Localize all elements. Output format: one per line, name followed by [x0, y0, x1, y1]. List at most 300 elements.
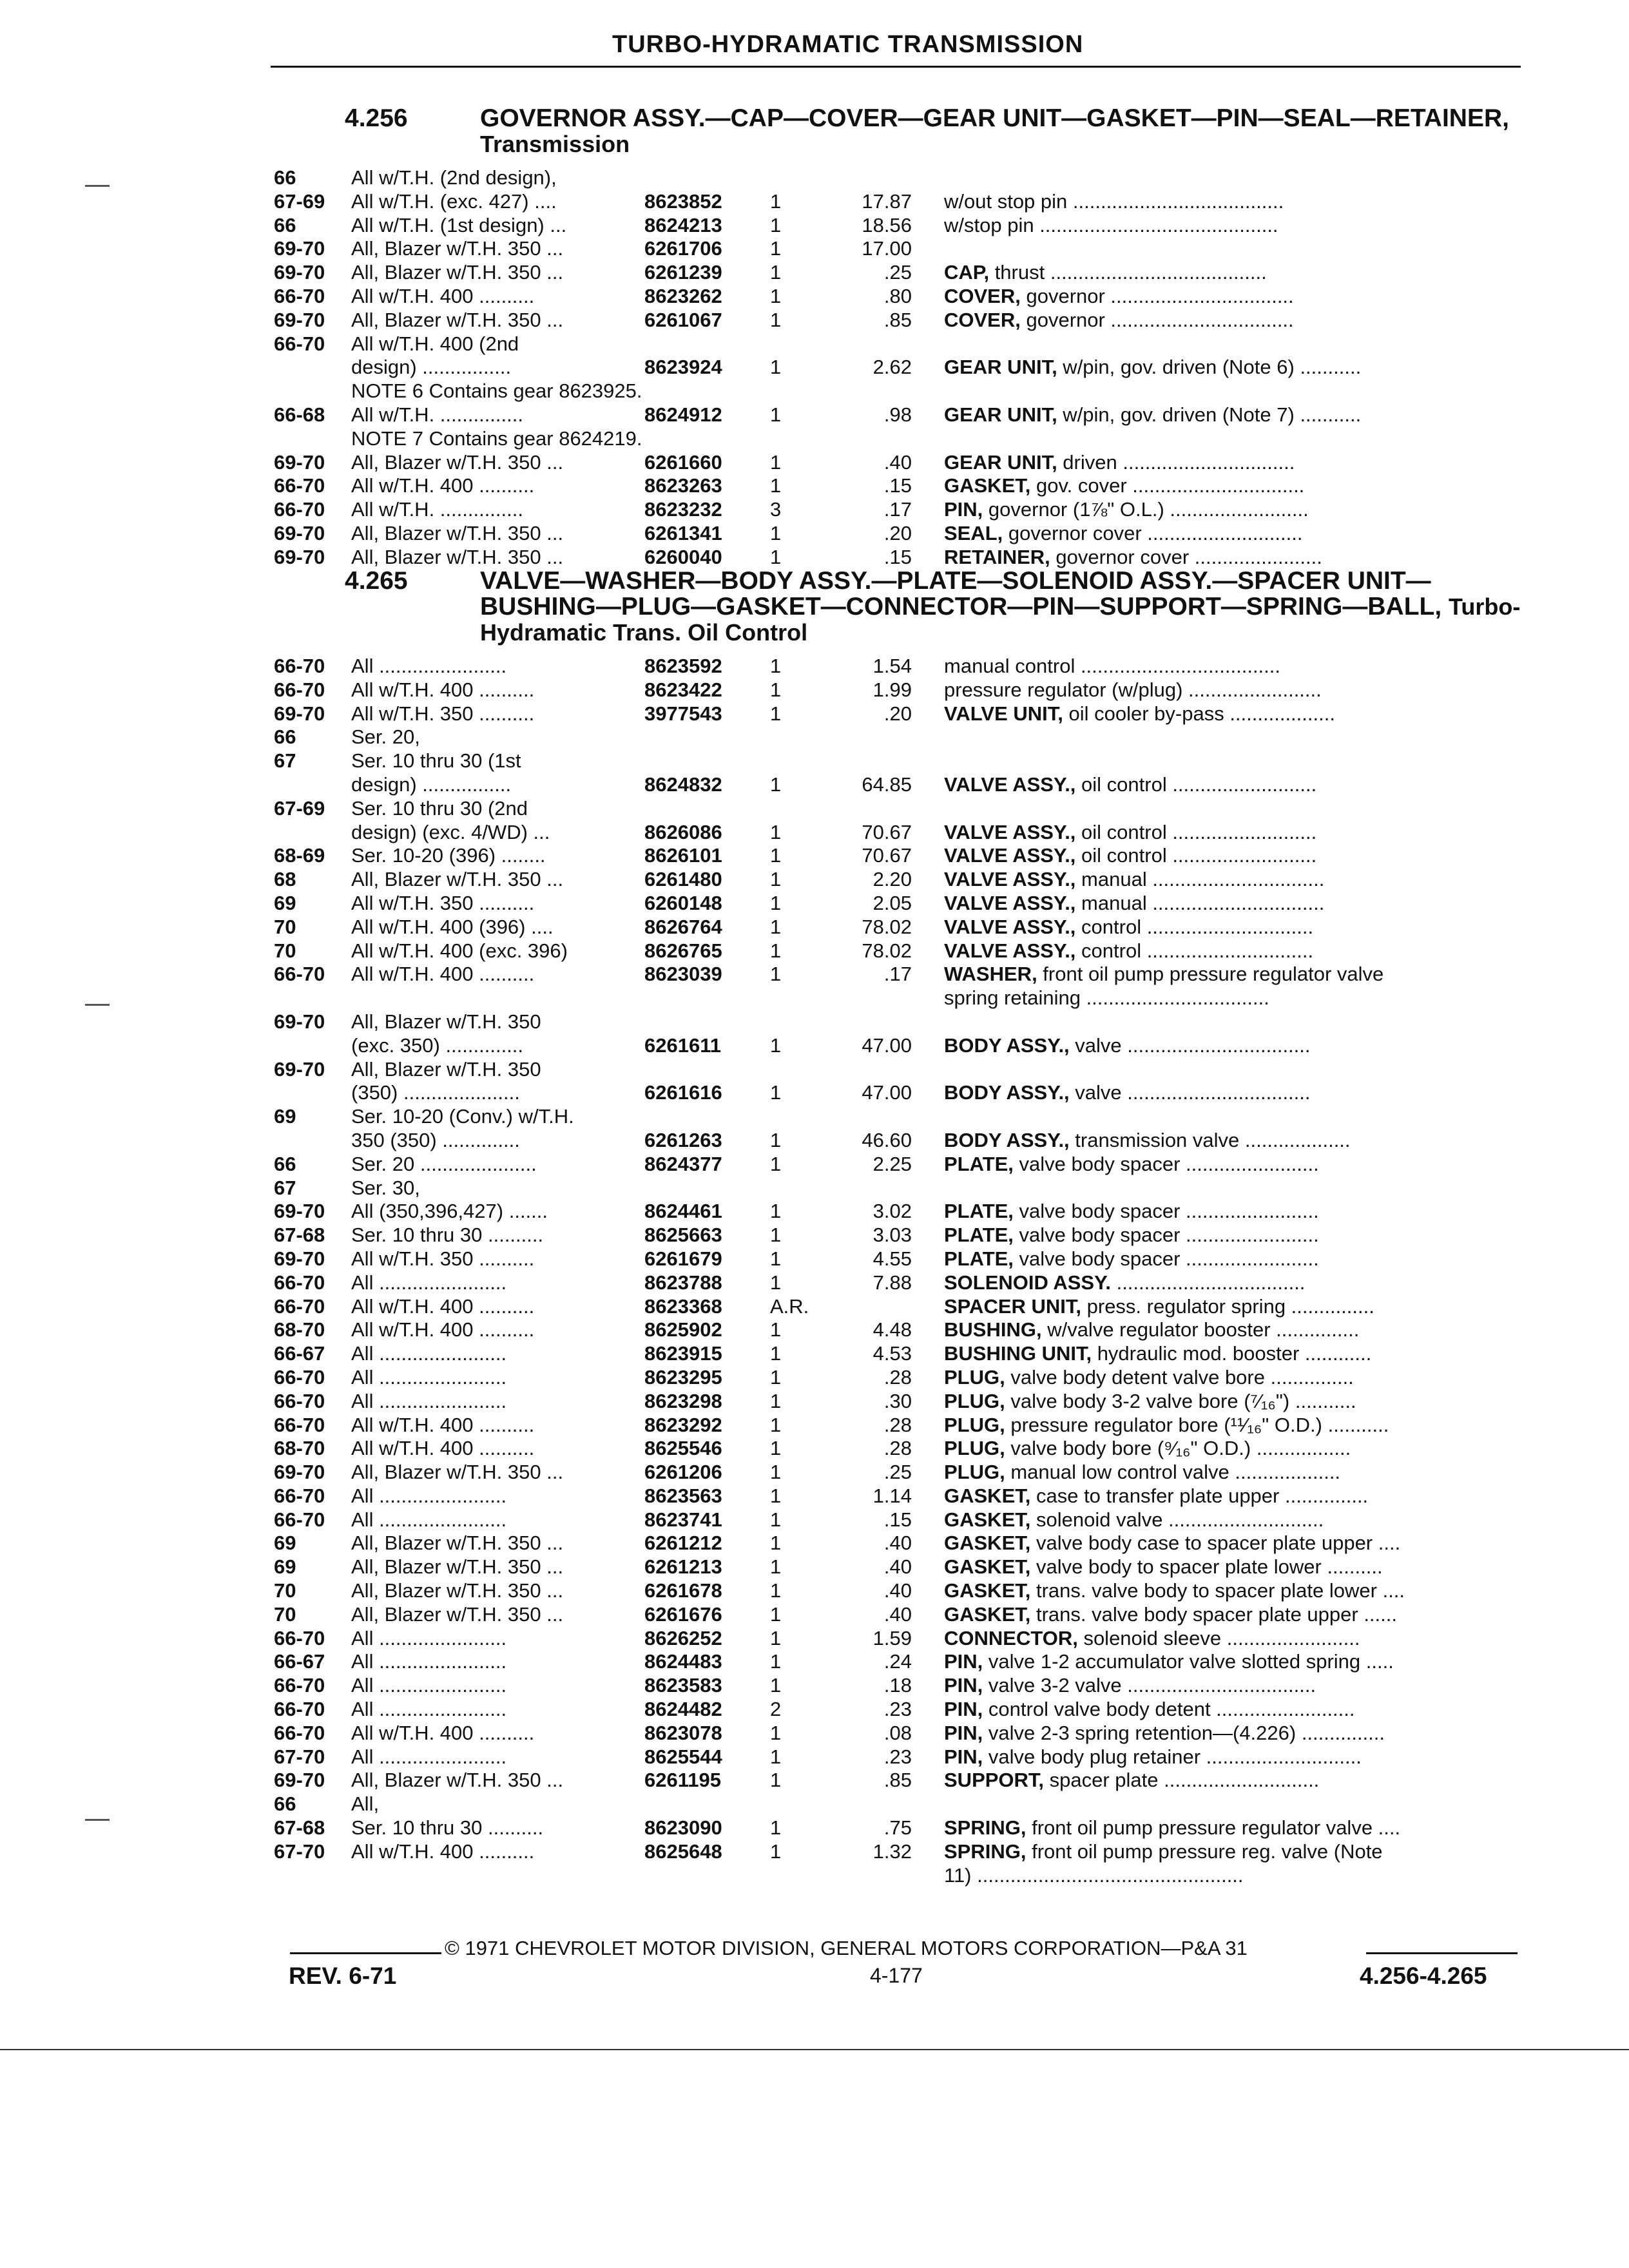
section-title: [480, 106, 1524, 157]
table-row: [274, 1603, 1518, 1627]
part-name: GASKET,: [944, 474, 1031, 497]
table-row: [274, 1816, 1518, 1840]
application-cell: All w/T.H. 350 ..........: [351, 702, 535, 725]
table-row: [274, 773, 1518, 797]
price-cell: 70.67: [862, 844, 912, 867]
quantity-cell: 1: [770, 1816, 782, 1840]
application-cell: All w/T.H. ...............: [351, 498, 523, 521]
table-row: [274, 726, 1518, 749]
price-cell: .28: [883, 1365, 912, 1389]
table-row: [274, 1864, 1518, 1888]
price-cell: 78.02: [862, 939, 912, 962]
quantity-cell: 1: [770, 1318, 782, 1341]
part-number-cell: 8624912: [644, 403, 722, 426]
part-description: control valve body detent .........................: [983, 1698, 1355, 1721]
part-description: pressure regulator bore (¹¹⁄₁₆" O.D.) ...........: [1005, 1413, 1389, 1436]
parts-table-4-265: [274, 655, 1518, 1887]
year-cell: 69: [274, 1532, 296, 1555]
quantity-cell: 1: [770, 213, 782, 236]
part-description: trans. valve body spacer plate upper ......: [1030, 1602, 1398, 1626]
quantity-cell: 1: [770, 1769, 782, 1792]
part-description: ..................................: [1110, 1271, 1306, 1294]
year-cell: 66-68: [274, 403, 325, 426]
year-cell: 69-70: [274, 702, 325, 725]
description-cell: [944, 1722, 1518, 1745]
part-description: valve .................................: [1069, 1081, 1311, 1104]
table-row: [274, 844, 1518, 868]
table-row: [274, 190, 1518, 214]
application-cell: 350 (350) ..............: [351, 1128, 520, 1151]
description-cell: [944, 1816, 1518, 1840]
part-name: VALVE ASSY.,: [944, 820, 1076, 843]
price-cell: 4.53: [872, 1342, 912, 1365]
part-description: valve body spacer ........................: [1013, 1247, 1319, 1270]
application-cell: All .......................: [351, 1342, 507, 1365]
part-description: w/out stop pin ......................................: [944, 189, 1284, 213]
quantity-cell: 1: [770, 545, 782, 568]
description-cell: [944, 1627, 1518, 1651]
part-name: PIN,: [944, 498, 983, 521]
year-cell: 66: [274, 1792, 296, 1816]
year-cell: 66-70: [274, 1721, 325, 1744]
year-cell: 66: [274, 1152, 296, 1175]
quantity-cell: 1: [770, 1200, 782, 1223]
part-name: CONNECTOR,: [944, 1626, 1078, 1649]
year-cell: 66-70: [274, 498, 325, 521]
year-cell: 69-70: [274, 308, 325, 331]
table-row: [274, 1508, 1518, 1532]
description-cell: [944, 1247, 1518, 1271]
application-cell: All w/T.H. 400 ..........: [351, 474, 535, 497]
description-cell: [944, 844, 1518, 868]
description-cell: [944, 1318, 1518, 1342]
part-number-cell: 6261067: [644, 308, 722, 331]
table-row: [274, 1224, 1518, 1247]
quantity-cell: 1: [770, 1626, 782, 1649]
table-row: [274, 916, 1518, 939]
description-cell: [944, 1650, 1518, 1674]
application-cell: All w/T.H. 400 (exc. 396): [351, 939, 568, 962]
table-row: [274, 166, 1518, 190]
part-number-cell: 8623039: [644, 963, 722, 986]
part-name: GASKET,: [944, 1508, 1031, 1531]
year-cell: 69-70: [274, 261, 325, 284]
part-number-cell: 6261213: [644, 1555, 722, 1579]
price-cell: 3.03: [872, 1224, 912, 1247]
price-cell: .08: [883, 1721, 912, 1744]
application-cell: All .......................: [351, 1745, 507, 1768]
table-row: [274, 1177, 1518, 1200]
table-row: [274, 1485, 1518, 1508]
part-number-cell: 6261239: [644, 261, 722, 284]
table-row: [274, 963, 1518, 986]
table-row: [274, 214, 1518, 238]
part-number-cell: 8623368: [644, 1294, 722, 1318]
year-cell: 66-70: [274, 1698, 325, 1721]
application-cell: All, Blazer w/T.H. 350 ...: [351, 1532, 564, 1555]
table-row: [274, 380, 1518, 403]
price-cell: .20: [883, 521, 912, 544]
application-cell: All w/T.H. 400 ..........: [351, 1318, 535, 1341]
price-cell: .40: [883, 1602, 912, 1626]
table-row: [274, 1390, 1518, 1414]
table-row: [274, 1579, 1518, 1603]
description-cell: [944, 1864, 1518, 1888]
part-description: valve body spacer ........................: [1013, 1152, 1319, 1175]
description-cell: [944, 451, 1518, 475]
application-cell: All .......................: [351, 655, 507, 677]
quantity-cell: 1: [770, 1271, 782, 1294]
quantity-cell: 1: [770, 1555, 782, 1579]
table-row: [274, 309, 1518, 332]
part-name: SPRING,: [944, 1840, 1027, 1863]
part-description: solenoid sleeve ........................: [1077, 1626, 1360, 1649]
table-row: [274, 1058, 1518, 1082]
application-cell: All, Blazer w/T.H. 350 ...: [351, 1769, 564, 1792]
part-description: manual ...............................: [1075, 868, 1325, 891]
table-row: [274, 1745, 1518, 1769]
year-cell: 66-70: [274, 963, 325, 986]
table-row: [274, 1081, 1518, 1105]
table-row: [274, 285, 1518, 309]
part-description: governor .................................: [1020, 284, 1294, 307]
application-cell: All, Blazer w/T.H. 350 ...: [351, 261, 564, 284]
part-number-cell: 8625546: [644, 1437, 722, 1460]
section-title-main: VALVE—WASHER—BODY ASSY.—PLATE—SOLENOID ASSY.—SPACER UNIT—BUSHING—PLUG—GASKET—CONNECTOR—PIN—SUPPORT—SPRING—BALL,: [480, 567, 1442, 620]
year-cell: 69-70: [274, 1461, 325, 1484]
description-cell: [944, 1224, 1518, 1247]
application-cell: All, Blazer w/T.H. 350 ...: [351, 868, 564, 891]
section-4-256: [345, 106, 1524, 157]
table-row: [274, 498, 1518, 522]
year-cell: 67-68: [274, 1224, 325, 1247]
part-name: CAP,: [944, 261, 990, 284]
part-description: oil control ..........................: [1075, 820, 1317, 843]
year-cell: 67-70: [274, 1745, 325, 1768]
margin-tick: [85, 1819, 110, 1821]
description-cell: [944, 1461, 1518, 1485]
year-cell: 69-70: [274, 521, 325, 544]
price-cell: 1.54: [872, 655, 912, 677]
part-description: case to transfer plate upper ...............: [1030, 1484, 1369, 1507]
description-cell: [944, 1129, 1518, 1153]
price-cell: 2.25: [872, 1152, 912, 1175]
description-cell: [944, 1081, 1518, 1105]
price-cell: .40: [883, 1555, 912, 1579]
table-row: [274, 1318, 1518, 1342]
year-cell: 67-70: [274, 1840, 325, 1863]
description-cell: [944, 1674, 1518, 1698]
part-description: valve 1-2 accumulator valve slotted spring .....: [983, 1650, 1394, 1673]
part-number-cell: 8624832: [644, 773, 722, 796]
part-name: WASHER,: [944, 963, 1037, 986]
part-name: SPACER UNIT,: [944, 1294, 1082, 1318]
part-name: PLATE,: [944, 1224, 1014, 1247]
description-cell: [944, 1271, 1518, 1295]
table-row: [274, 1792, 1518, 1816]
table-row: [274, 332, 1518, 356]
application-cell: All w/T.H. 400 (396) ....: [351, 915, 554, 938]
application-cell: NOTE 6 Contains gear 8623925.: [351, 380, 642, 403]
quantity-cell: 1: [770, 915, 782, 938]
price-cell: .15: [883, 474, 912, 497]
part-number-cell: 8623788: [644, 1271, 722, 1294]
part-description: driven ...............................: [1057, 450, 1295, 474]
part-number-cell: 6261679: [644, 1247, 722, 1270]
price-cell: .24: [883, 1650, 912, 1673]
table-row: [274, 986, 1518, 1010]
quantity-cell: 1: [770, 844, 782, 867]
year-cell: 67-69: [274, 796, 325, 820]
table-row: [274, 1532, 1518, 1555]
price-cell: 1.99: [872, 678, 912, 701]
part-description: manual low control valve ...................: [1005, 1461, 1341, 1484]
part-name: GEAR UNIT,: [944, 403, 1057, 426]
quantity-cell: 3: [770, 498, 782, 521]
application-cell: Ser. 20,: [351, 726, 420, 749]
part-number-cell: 6261341: [644, 521, 722, 544]
part-description: oil control ..........................: [1075, 844, 1317, 867]
part-number-cell: 8623741: [644, 1508, 722, 1531]
part-name: BUSHING,: [944, 1318, 1042, 1341]
table-row: [274, 1034, 1518, 1058]
table-row: [274, 1247, 1518, 1271]
part-description: solenoid valve ............................: [1030, 1508, 1324, 1531]
table-row: [274, 522, 1518, 546]
year-cell: 66-70: [274, 1626, 325, 1649]
part-number-cell: 8623090: [644, 1816, 722, 1840]
section-number: 4.265: [345, 567, 408, 595]
price-cell: 47.00: [862, 1081, 912, 1104]
quantity-cell: 1: [770, 1579, 782, 1602]
part-name: PIN,: [944, 1721, 983, 1744]
quantity-cell: 1: [770, 868, 782, 891]
part-name: PIN,: [944, 1745, 983, 1768]
description-cell: [944, 1698, 1518, 1722]
application-cell: All, Blazer w/T.H. 350 ...: [351, 1555, 564, 1579]
part-name: VALVE ASSY.,: [944, 939, 1076, 962]
description-cell: [944, 285, 1518, 309]
application-cell: (350) .....................: [351, 1081, 520, 1104]
table-row: [274, 702, 1518, 726]
description-cell: [944, 1295, 1518, 1319]
description-cell: [944, 190, 1518, 214]
quantity-cell: 1: [770, 655, 782, 677]
application-cell: Ser. 30,: [351, 1176, 420, 1199]
application-cell: Ser. 10 thru 30 (1st: [351, 749, 521, 773]
year-cell: 70: [274, 939, 296, 962]
part-description: thrust .......................................: [989, 261, 1267, 284]
part-name: BODY ASSY.,: [944, 1033, 1070, 1057]
application-cell: All, Blazer w/T.H. 350 ...: [351, 521, 564, 544]
part-name: GASKET,: [944, 1579, 1031, 1602]
footer-page-number: 4-177: [870, 1964, 923, 1987]
description-cell: [944, 474, 1518, 498]
description-cell: [944, 1603, 1518, 1627]
application-cell: design) ................: [351, 773, 512, 796]
price-cell: .15: [883, 1508, 912, 1531]
price-cell: 1.32: [872, 1840, 912, 1863]
part-description: transmission valve ...................: [1069, 1128, 1351, 1151]
application-cell: All .......................: [351, 1484, 507, 1507]
part-description: pressure regulator (w/plug) ........................: [944, 678, 1322, 701]
footer-rule-right: [1366, 1952, 1518, 1954]
quantity-cell: 1: [770, 450, 782, 474]
part-number-cell: 8623422: [644, 678, 722, 701]
application-cell: All w/T.H. 400 ..........: [351, 284, 535, 307]
part-description: w/valve regulator booster ...............: [1041, 1318, 1360, 1341]
description-cell: [944, 868, 1518, 892]
year-cell: 66-67: [274, 1650, 325, 1673]
quantity-cell: 1: [770, 1532, 782, 1555]
quantity-cell: 1: [770, 1081, 782, 1104]
part-number-cell: 6261212: [644, 1532, 722, 1555]
table-row: [274, 356, 1518, 380]
part-name: PIN,: [944, 1698, 983, 1721]
price-cell: .20: [883, 702, 912, 725]
table-row: [274, 261, 1518, 285]
quantity-cell: 1: [770, 1437, 782, 1460]
price-cell: 18.56: [862, 213, 912, 236]
year-cell: 68-70: [274, 1318, 325, 1341]
year-cell: 68-69: [274, 844, 325, 867]
part-name: COVER,: [944, 308, 1021, 331]
application-cell: All (350,396,427) .......: [351, 1200, 548, 1223]
application-cell: All w/T.H. 400 ..........: [351, 1413, 535, 1436]
year-cell: 66-70: [274, 1271, 325, 1294]
part-description: control ..............................: [1075, 939, 1314, 962]
application-cell: All .......................: [351, 1698, 507, 1721]
quantity-cell: 1: [770, 1224, 782, 1247]
application-cell: Ser. 10-20 (396) ........: [351, 844, 546, 867]
description-cell: [944, 1034, 1518, 1058]
quantity-cell: A.R.: [770, 1294, 809, 1318]
part-number-cell: 8623924: [644, 356, 722, 379]
year-cell: 66-70: [274, 332, 325, 355]
description-cell: [944, 1840, 1518, 1864]
part-number-cell: 8624213: [644, 213, 722, 236]
application-cell: design) ................: [351, 356, 512, 379]
application-cell: All .......................: [351, 1626, 507, 1649]
quantity-cell: 1: [770, 1650, 782, 1673]
table-row: [274, 1129, 1518, 1153]
table-row: [274, 1461, 1518, 1485]
quantity-cell: 1: [770, 308, 782, 331]
part-name: PLATE,: [944, 1247, 1014, 1270]
description-cell: [944, 546, 1518, 570]
part-name: BODY ASSY.,: [944, 1128, 1070, 1151]
part-number-cell: 8625663: [644, 1224, 722, 1247]
application-cell: All .......................: [351, 1508, 507, 1531]
table-row: [274, 678, 1518, 702]
price-cell: 70.67: [862, 820, 912, 843]
application-cell: All .......................: [351, 1365, 507, 1389]
part-number-cell: 8625544: [644, 1745, 722, 1768]
year-cell: 67-68: [274, 1816, 325, 1840]
part-number-cell: 8624482: [644, 1698, 722, 1721]
part-description: valve 3-2 valve ..................................: [983, 1674, 1316, 1697]
application-cell: All .......................: [351, 1674, 507, 1697]
price-cell: 47.00: [862, 1033, 912, 1057]
quantity-cell: 1: [770, 261, 782, 284]
price-cell: .25: [883, 261, 912, 284]
price-cell: .25: [883, 1461, 912, 1484]
table-row: [274, 1555, 1518, 1579]
part-description: front oil pump pressure regulator valve: [1037, 963, 1384, 986]
part-description: valve .................................: [1069, 1033, 1311, 1057]
parts-table-4-256: [274, 166, 1518, 570]
table-row: [274, 797, 1518, 821]
quantity-cell: 1: [770, 1602, 782, 1626]
application-cell: All w/T.H. 400 (2nd: [351, 332, 519, 355]
application-cell: (exc. 350) ..............: [351, 1033, 524, 1057]
part-number-cell: 8626764: [644, 915, 722, 938]
price-cell: .75: [883, 1816, 912, 1840]
table-row: [274, 1366, 1518, 1390]
part-number-cell: 8623262: [644, 284, 722, 307]
quantity-cell: 1: [770, 356, 782, 379]
description-cell: [944, 1769, 1518, 1792]
table-row: [274, 749, 1518, 773]
part-description: 11) ................................................: [944, 1863, 1244, 1887]
table-row: [274, 403, 1518, 427]
part-number-cell: 6261676: [644, 1602, 722, 1626]
description-cell: [944, 1437, 1518, 1461]
quantity-cell: 1: [770, 521, 782, 544]
part-description: hydraulic mod. booster ............: [1092, 1342, 1372, 1365]
description-cell: [944, 1579, 1518, 1603]
part-description: manual control ....................................: [944, 655, 1281, 677]
part-number-cell: 8625648: [644, 1840, 722, 1863]
part-name: VALVE ASSY.,: [944, 915, 1076, 938]
part-number-cell: 8624377: [644, 1152, 722, 1175]
part-name: GEAR UNIT,: [944, 450, 1057, 474]
application-cell: All w/T.H. 400 ..........: [351, 963, 535, 986]
part-description: valve body spacer ........................: [1013, 1224, 1319, 1247]
description-cell: [944, 1153, 1518, 1177]
description-cell: [944, 678, 1518, 702]
description-cell: [944, 522, 1518, 546]
part-description: front oil pump pressure reg. valve (Note: [1026, 1840, 1383, 1863]
year-cell: 69-70: [274, 1247, 325, 1270]
part-number-cell: 8623915: [644, 1342, 722, 1365]
quantity-cell: 1: [770, 474, 782, 497]
application-cell: All w/T.H. (1st design) ...: [351, 213, 567, 236]
part-number-cell: 8625902: [644, 1318, 722, 1341]
description-cell: [944, 1485, 1518, 1508]
quantity-cell: 1: [770, 1461, 782, 1484]
quantity-cell: 2: [770, 1698, 782, 1721]
year-cell: 66-70: [274, 474, 325, 497]
part-name: RETAINER,: [944, 545, 1050, 568]
price-cell: 64.85: [862, 773, 912, 796]
margin-tick: [85, 1004, 110, 1006]
year-cell: 70: [274, 915, 296, 938]
price-cell: .80: [883, 284, 912, 307]
part-number-cell: 8623583: [644, 1674, 722, 1697]
application-cell: Ser. 20 .....................: [351, 1152, 537, 1175]
part-number-cell: 6261206: [644, 1461, 722, 1484]
year-cell: 66-70: [274, 1508, 325, 1531]
part-description: oil cooler by-pass ...................: [1063, 702, 1335, 725]
table-row: [274, 1840, 1518, 1864]
table-row: [274, 451, 1518, 475]
part-description: spring retaining .................................: [944, 986, 1269, 1010]
description-cell: [944, 702, 1518, 726]
description-cell: [944, 214, 1518, 238]
part-description: governor .................................: [1020, 308, 1294, 331]
table-row: [274, 427, 1518, 451]
